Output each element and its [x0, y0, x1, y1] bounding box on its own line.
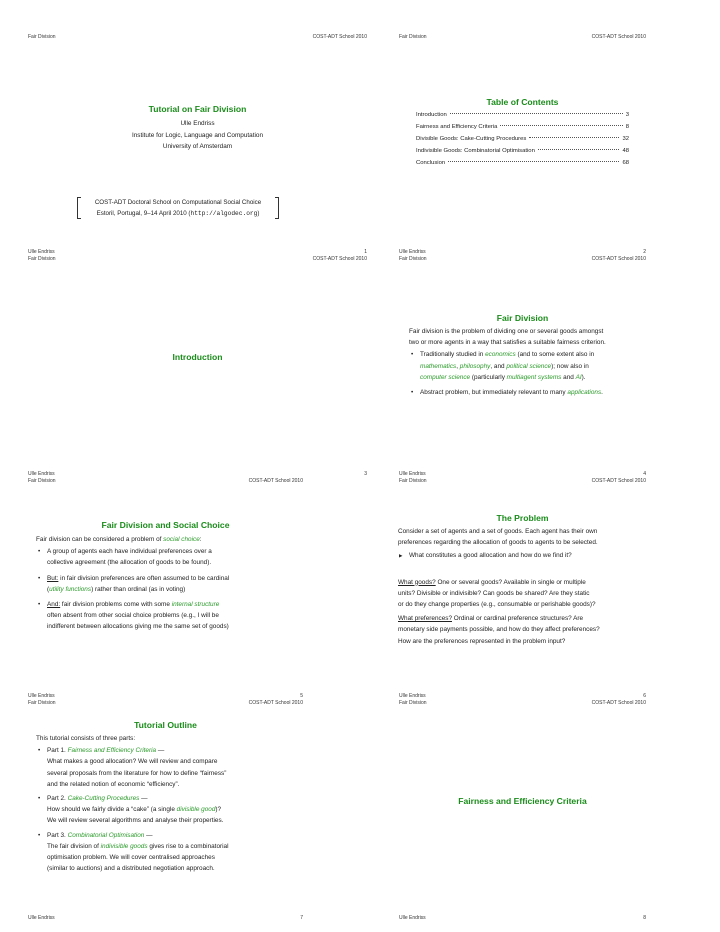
event-url[interactable]: http://algodec.org — [190, 209, 258, 217]
institute: Institute for Logic, Language and Computation — [131, 131, 264, 139]
toc-entry[interactable]: Introduction 3 — [416, 112, 629, 118]
toc-entry[interactable]: Divisible Goods: Cake-Cutting Procedures 32 — [416, 136, 629, 142]
bullet-item: • Part 1. Fairness and Efficiency Criteria — What makes a good allocation? We will review and compare several proposals from the literature for how to define “fairness” and the related notion of economic “efficiency”. — [36, 745, 303, 790]
slide-title: Fair Division and Social Choice — [101, 520, 230, 530]
toc-entry[interactable]: Indivisible Goods: Combinatorial Optimisation 48 — [416, 148, 629, 154]
key-question: ▶ What constitutes a good allocation and how do we find it? — [398, 550, 648, 561]
slide-1: Fair Division COST-ADT School 2010 Tutorial on Fair Division Ulle Endriss Institute for Logic, Language and Computation University of Amsterdam COST-ADT Doctoral School on Computational Social Choice Estoril, Portugal, 9–14 April 2010 (http://algodec.org) Ulle Endriss 1 — [28, 34, 367, 255]
slide-body: Fair division can be considered a problem of social choice: • A group of agents each have individual preferences over a collective agreement (the allocation of goods to be found). • But: in fair division preferences are often assumed to be cardinal (utility functions) rather than ordinal (as in voting) • And: fair division problems come with some internal structure often absent from other social choice problems (e.g., I will be indifferent between allocations giving me the same set of goods) — [36, 534, 303, 633]
bullet-item: • Part 3. Combinatorial Optimisation — The fair division of indivisible goods gives rise to a combinatorial optimisation problem. We will cover centralised approaches (similar to auctions) and a distributed negotiation approach. — [36, 830, 303, 875]
slide-5: Fair Division COST-ADT School 2010 Fair Division and Social Choice Fair division can be considered a problem of social choice: • A group of agents each have individual preferences over a collective agreement (the allocation of goods to be found). • But: in fair division preferences are often assumed to be cardinal (utility functions) rather than ordinal (as in voting) • And: fair division problems come with some internal structure often absent from other social choice problems (e.g., I will be indifferent between allocations giving me the same set of goods) Ulle Endriss 5 — [28, 478, 303, 693]
event-box — [77, 197, 279, 219]
slide-body: This tutorial consists of three parts: • Part 1. Fairness and Efficiency Criteria — What makes a good allocation? We will review and compare several proposals from the literature for how to define “fairness” and the related notion of economic “efficiency”. • Part 2. Cake-Cutting Procedures — How should we fairly divide a “cake” (a single divisible good)? We will review several algorithms and analyse their properties. • Part 3. Combinatorial Optimisation — The fair division of indivisible goods gives rise to a combinatorial optimisation problem. We will cover centralised approaches (similar to auctions) and a distributed negotiation approach. — [36, 733, 303, 874]
title-block — [28, 118, 367, 153]
table-of-contents — [416, 112, 629, 172]
page-number: 3 — [364, 471, 367, 477]
page-number: 1 — [364, 249, 367, 255]
event-name: COST-ADT Doctoral School on Computational Social Choice — [94, 199, 262, 206]
slide-2: Fair Division COST-ADT School 2010 Table of Contents Introduction 3 Fairness and Efficiency Criteria 8 Divisible Goods: Cake-Cutting Procedures 32 Indivisible Goods: Combinatorial Optimisation 48 Conclusion 68 Ulle Endriss 2 — [399, 34, 646, 255]
author: Ulle Endriss — [180, 120, 215, 127]
slide-body: Fair division is the problem of dividing one or several goods amongst two or more agents in a way that satisfies a suitable fairness criterion. • Traditionally studied in economics (and to some extent also in mathematics, philosophy, and political science); now also in computer science (particularly multiagent systems and AI). • Abstract problem, but immediately relevant to many applications. — [409, 326, 646, 398]
page-number: 7 — [300, 915, 303, 921]
slide-title: The Problem — [496, 513, 549, 523]
page-number: 5 — [300, 693, 303, 699]
slide-title: Table of Contents — [486, 97, 559, 107]
section-title: Introduction — [172, 352, 223, 362]
event-details: Estoril, Portugal, 9–14 April 2010 (http://algodec.org) — [96, 209, 260, 217]
toc-entry[interactable]: Fairness and Efficiency Criteria 8 — [416, 124, 629, 130]
page-number: 6 — [643, 693, 646, 699]
slide-6: Fair Division COST-ADT School 2010 The Problem Consider a set of agents and a set of goods. Each agent has their own preferences regarding the allocation of goods to agents to be selected. ▶ What constitutes a good allocation and how do we find it? What goods? One or several goods? Available in single or multiple units? Divisible or indivisible? Can goods be shared? Are they static or do they change properties (e.g., consumable or perishable goods)? What preferences? Ordinal or cardinal preference structures? Are monetary side payments possible, and how do they affect preferences? How are the preferences represented in the problem input? Ulle Endriss 6 — [399, 478, 646, 693]
bullet-item: • Traditionally studied in economics (and to some extent also in mathematics, philosophy, and political science); now also in computer science (particularly multiagent systems and AI). — [409, 349, 646, 383]
page-number: 2 — [643, 249, 646, 255]
page-number: 8 — [643, 915, 646, 921]
slide-4: Fair Division COST-ADT School 2010 Fair Division Fair division is the problem of dividing one or several goods amongst two or more agents in a way that satisfies a suitable fairness criterion. • Traditionally studied in economics (and to some extent also in mathematics, philosophy, and political science); now also in computer science (particularly multiagent systems and AI). • Abstract problem, but immediately relevant to many applications. Ulle Endriss 4 — [399, 256, 646, 471]
university: University of Amsterdam — [162, 143, 233, 150]
slide-body: Consider a set of agents and a set of goods. Each agent has their own preferences regarding the allocation of goods to agents to be selected. ▶ What constitutes a good allocation and how do we find it? What goods? One or several goods? Available in single or multiple units? Divisible or indivisible? Can goods be shared? Are they static or do they change properties (e.g., consumable or perishable goods)? What preferences? Ordinal or cardinal preference structures? Are monetary side payments possible, and how do they affect preferences? How are the preferences represented in the problem input? — [398, 526, 648, 647]
slide-title: Fair Division — [496, 313, 549, 323]
slide-title: Tutorial on Fair Division — [148, 104, 247, 114]
bullet-item: • Part 2. Cake-Cutting Procedures — How should we fairly divide a “cake” (a single divisible good)? We will review several algorithms and analyse their properties. — [36, 793, 303, 827]
bullet-item: • But: in fair division preferences are often assumed to be cardinal (utility functions) rather than ordinal (as in voting) — [36, 573, 303, 595]
section-title: Fairness and Efficiency Criteria — [458, 796, 587, 806]
slide-7: Fair Division COST-ADT School 2010 Tutorial Outline This tutorial consists of three parts: • Part 1. Fairness and Efficiency Criteria — What makes a good allocation? We will review and compare several proposals from the literature for how to define “fairness” and the related notion of economic “efficiency”. • Part 2. Cake-Cutting Procedures — How should we fairly divide a “cake” (a single divisible good)? We will review several algorithms and analyse their properties. • Part 3. Combinatorial Optimisation — The fair division of indivisible goods gives rise to a combinatorial optimisation problem. We will cover centralised approaches (similar to auctions) and a distributed negotiation approach. Ulle Endriss 7 — [28, 700, 303, 915]
slide-title: Tutorial Outline — [134, 720, 197, 730]
page-number: 4 — [643, 471, 646, 477]
toc-entry[interactable]: Conclusion 68 — [416, 160, 629, 166]
bullet-item: • Abstract problem, but immediately relevant to many applications. — [409, 387, 646, 398]
bullet-item: • And: fair division problems come with some internal structure often absent from other social choice problems (e.g., I will be indifferent between allocations giving me the same set of goods) — [36, 599, 303, 633]
slide-3: Fair Division COST-ADT School 2010 Introduction Ulle Endriss 3 — [28, 256, 367, 477]
slide-8: Fair Division COST-ADT School 2010 Fairness and Efficiency Criteria Ulle Endriss 8 — [399, 700, 646, 921]
bullet-item: • A group of agents each have individual preferences over a collective agreement (the allocation of goods to be found). — [36, 546, 303, 568]
